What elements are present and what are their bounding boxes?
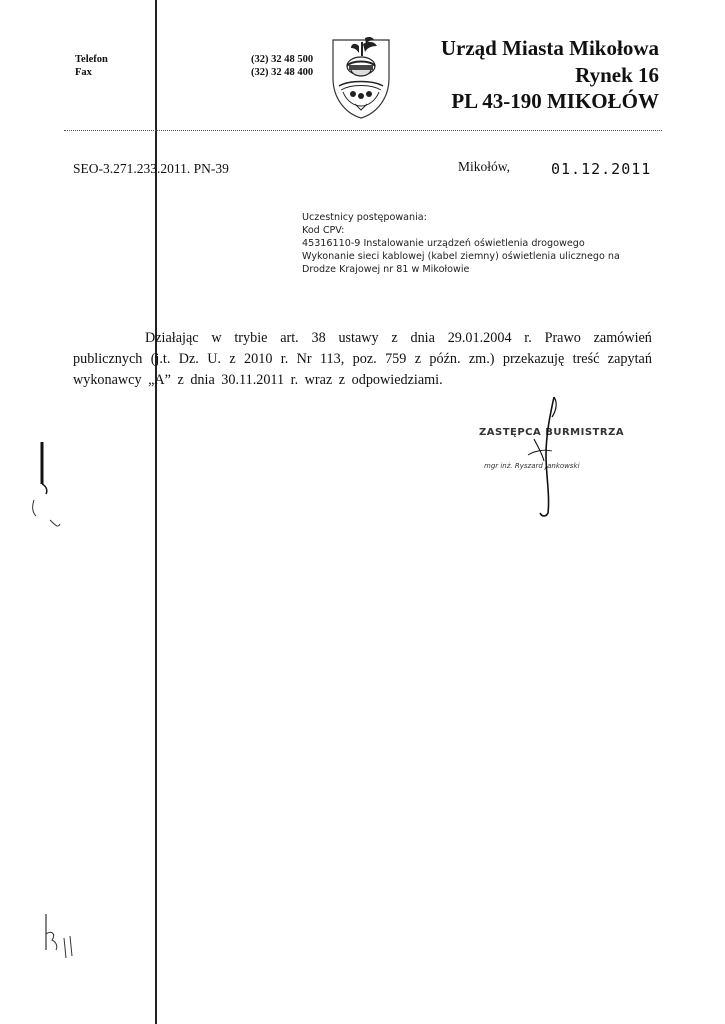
body-word: trybie [234,330,268,346]
body-line-3: wykonawcy „A” z dnia 30.11.2011 r. wraz z odpowiedziami. [73,372,443,388]
body-word: U. [207,351,222,367]
margin-initials-mark [40,910,80,965]
office-name: Urząd Miasta Mikołowa [440,36,659,60]
body-word: z [229,351,236,367]
date-stamp: 01.12.2011 [551,160,652,178]
body-word: Dz. [178,351,199,367]
subject-line: Uczestnicy postępowania: [302,212,427,223]
body-line-1 [73,328,652,349]
body-line-2 [73,349,652,370]
place: Mikołów, [458,159,511,174]
handwritten-signature [520,395,570,520]
fax-number: (32) 32 48 400 [251,67,314,78]
body-word: art. [280,330,299,346]
subject-line: Wykonanie sieci kablowej (kabel ziemny) oświetlenia ulicznego na [302,251,620,262]
body-word: zapytań [607,351,652,367]
subject-line: 45316110-9 Instalowanie urządzeń oświetlenia drogowego [302,238,585,249]
body-word: zamówień [593,330,652,346]
body-word: z [391,330,398,346]
body-word: treść [572,351,600,367]
body-word: Nr [296,351,312,367]
stamp-title: ZASTĘPCA BURMISTRZA [479,427,625,438]
phone-label: Telefon [75,54,108,65]
body-word: publicznych [73,351,143,367]
body-word: ustawy [338,330,379,346]
body-word: 759 [385,351,407,367]
body-word: 113, [319,351,345,367]
body-word: zm.) [468,351,495,367]
body-word: 29.01.2004 [447,330,512,346]
body-word: Prawo [544,330,581,346]
body-word: r. [524,330,532,346]
body-word: (j.t. [150,351,171,367]
subject-block [302,211,620,276]
subject-line: Kod CPV: [302,225,345,236]
body-word: 2010 [244,351,273,367]
subject-line: Drodze Krajowej nr 81 w Mikołowie [302,264,470,275]
body-word: poz. [352,351,377,367]
coat-of-arms-logo [329,34,393,120]
body-word: Działając [145,330,199,346]
margin-pen-mark [28,440,68,535]
body-paragraph [73,328,652,391]
header-divider [64,130,662,131]
case-number: SEO-3.271.233.2011. PN-39 [73,161,229,176]
scan-margin-line [155,0,157,1024]
body-word: r. [280,351,289,367]
office-city: PL 43-190 MIKOŁÓW [451,89,659,113]
body-word: z [414,351,422,367]
body-word: 38 [311,330,326,346]
body-word: dnia [410,330,435,346]
body-word: przekazuję [502,351,565,367]
phone-number: (32) 32 48 500 [251,54,314,65]
body-word: w [211,330,222,346]
stamp-name: mgr inż. Ryszard Jankowski [484,462,580,470]
fax-label: Fax [75,67,92,78]
body-word: późn. [429,351,461,367]
office-street: Rynek 16 [575,63,659,87]
